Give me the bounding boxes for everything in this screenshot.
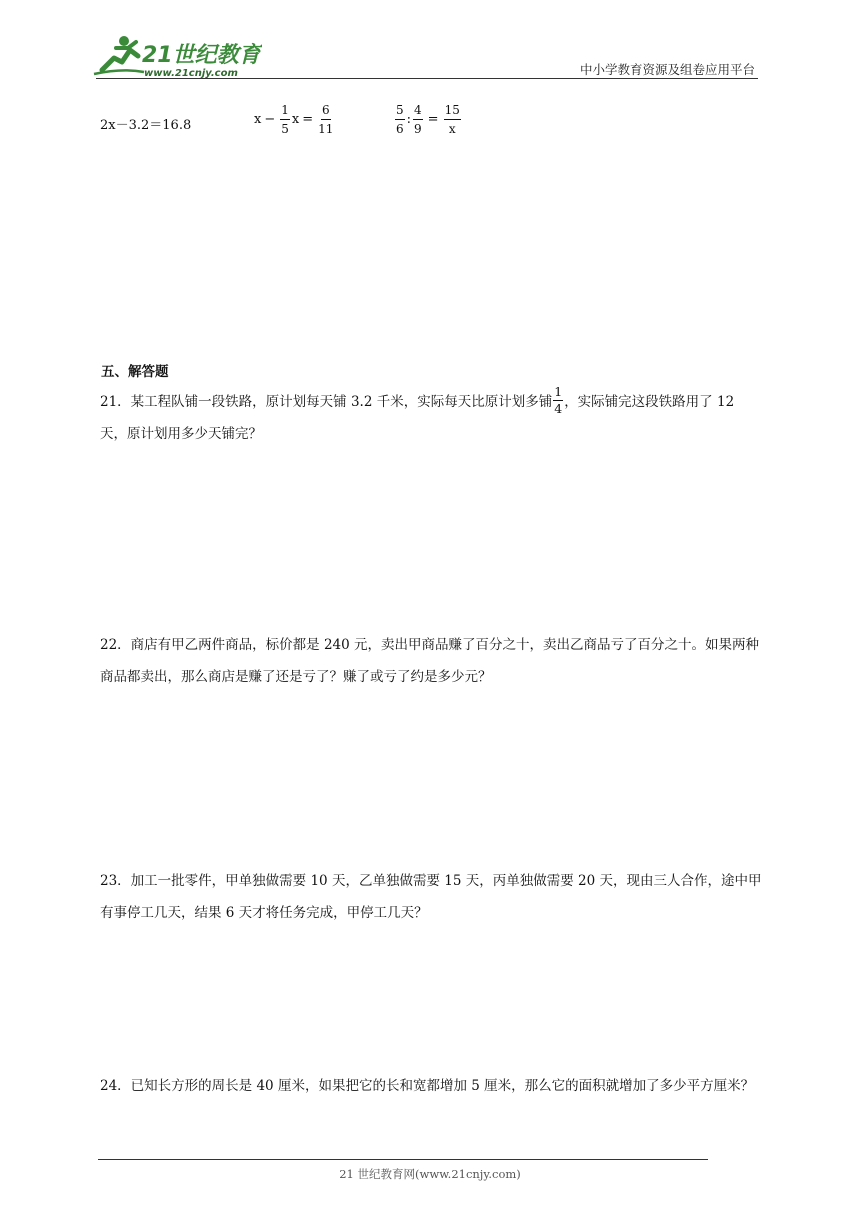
question-21 (100, 383, 765, 450)
eq3-fraction-a (395, 104, 405, 135)
q21-fraction-numerator: 1 (553, 386, 563, 402)
site-logo (92, 34, 262, 80)
q23-text: 23．加工一批零件，甲单独做需要 10 天，乙单独做需要 15 天，丙单独做需要 20 天，现由三人合作，途中甲有事停工几天，结果 6 天才将任务完成，甲停工几天？ (100, 873, 762, 921)
site-name: 中小学教育资源及组卷应用平台 (579, 62, 755, 77)
eq3-a-numerator: 5 (395, 104, 405, 120)
question-22 (100, 629, 765, 693)
eq3-b-numerator: 4 (413, 104, 423, 120)
footer-divider (98, 1159, 708, 1160)
equation-1-text: 2x－3.2＝16.8 (100, 118, 192, 133)
logo-subtext: www.21cnjy.com (144, 68, 238, 79)
eq3-fraction-b (413, 104, 423, 135)
eq2-f2-numerator: 6 (321, 104, 331, 120)
runner-icon (94, 36, 144, 74)
q21-fraction (553, 383, 563, 416)
eq3-b-denominator: 9 (414, 122, 422, 136)
eq3-fraction-c (444, 104, 461, 135)
footer-link[interactable]: 21 世纪教育网(www.21cnjy.com) (339, 1167, 521, 1181)
eq2-minus: − (264, 112, 276, 127)
q21-text-part1: 21．某工程队铺一段铁路，原计划每天铺 3.2 千米，实际每天比原计划多铺 (100, 394, 553, 410)
eq3-colon: : (406, 112, 412, 127)
q22-text: 22．商店有甲乙两件商品，标价都是 240 元，卖出甲商品赚了百分之十，卖出乙商品亏了百分之十。如果两种商品都卖出，那么商店是赚了还是亏了？赚了或亏了约是多少元？ (100, 637, 760, 685)
eq2-equals: = (302, 112, 314, 127)
eq2-f1-denominator: 5 (281, 122, 289, 136)
eq3-a-denominator: 6 (396, 122, 404, 136)
eq2-fraction-2 (318, 104, 333, 135)
section-heading: 五、解答题 (101, 364, 169, 380)
eq2-f1-numerator: 1 (280, 104, 290, 120)
eq2-x2: x (291, 112, 300, 127)
equation-1 (100, 114, 191, 133)
q24-text: 24．已知长方形的周长是 40 厘米，如果把它的长和宽都增加 5 厘米，那么它的面积就增加了多少平方厘米？ (100, 1078, 755, 1094)
question-24 (100, 1070, 765, 1102)
eq3-c-numerator: 15 (444, 104, 461, 120)
logo-text: 21世纪教育 (142, 43, 261, 68)
q21-text-part2: ，实际铺完这段铁路用了 12 天，原计划用多少天铺完？ (100, 394, 735, 442)
eq2-fraction-1 (280, 104, 290, 135)
eq3-c-denominator: x (448, 122, 456, 136)
question-23 (100, 865, 765, 929)
equation-3 (393, 104, 463, 135)
equation-2 (254, 104, 335, 135)
eq3-equals: = (427, 112, 439, 127)
header-divider (96, 78, 758, 79)
eq2-f2-denominator: 11 (318, 122, 334, 136)
eq2-x: x (254, 112, 262, 127)
q21-fraction-denominator: 4 (554, 401, 563, 416)
